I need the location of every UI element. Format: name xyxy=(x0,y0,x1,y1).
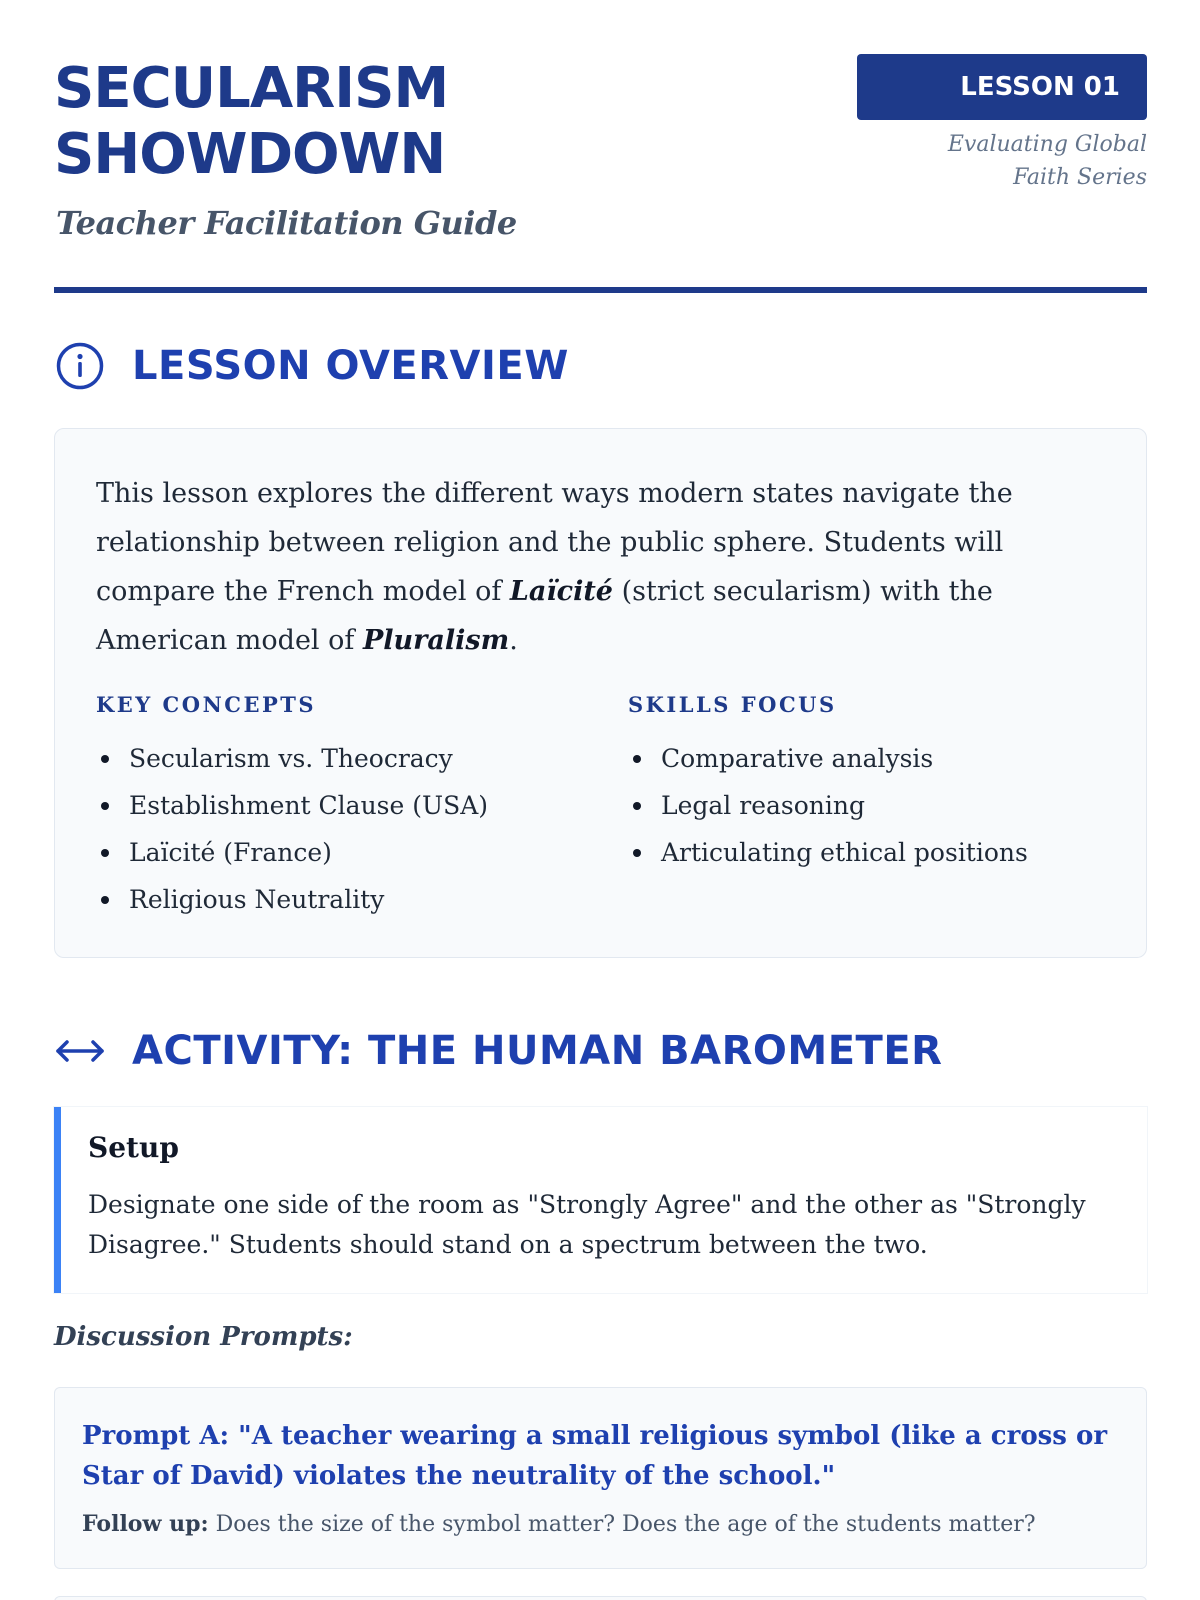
overview-card xyxy=(54,428,1147,958)
list-item: Establishment Clause (USA) xyxy=(96,782,488,829)
page-header xyxy=(54,0,1147,296)
overview-heading xyxy=(54,340,569,392)
list-item: Comparative analysis xyxy=(628,735,1028,782)
overview-text-part-2: (strict secularism) with the American model of xyxy=(96,576,993,656)
term-laicite: Laïcité xyxy=(509,576,613,607)
header-divider xyxy=(54,287,1147,293)
title-line-2: SHOWDOWN xyxy=(54,122,446,187)
left-right-arrow-icon xyxy=(54,1025,106,1077)
page-title xyxy=(54,56,614,188)
list-item: Laïcité (France) xyxy=(96,829,488,876)
list-item: Religious Neutrality xyxy=(96,876,488,923)
overview-heading-text: LESSON OVERVIEW xyxy=(132,343,569,389)
discussion-prompts-label: Discussion Prompts: xyxy=(54,1322,353,1352)
setup-callout xyxy=(54,1107,1147,1293)
term-pluralism: Pluralism xyxy=(362,625,510,656)
page-subtitle: Teacher Facilitation Guide xyxy=(56,204,517,242)
prompt-card xyxy=(54,1387,1147,1569)
overview-text-part-1: This lesson explores the different ways modern states navigate the relationship between religion and the public sphere. Students will compare the French model of xyxy=(96,478,1013,607)
skills-focus-column xyxy=(628,692,1028,876)
follow-up xyxy=(82,1511,1036,1537)
overview-text-part-3: . xyxy=(509,625,518,656)
setup-text: Designate one side of the room as "Strongly Agree" and the other as "Strongly Disagree." Students should stand on a spectrum between the two. xyxy=(88,1190,1086,1259)
list-item: Secularism vs. Theocracy xyxy=(96,735,488,782)
overview-text xyxy=(96,469,1106,665)
series-label: Evaluating Global Faith Series xyxy=(947,132,1147,190)
setup-title: Setup xyxy=(88,1131,179,1164)
key-concepts-list xyxy=(96,735,488,923)
next-prompt-card xyxy=(54,1596,1147,1600)
skills-focus-list xyxy=(628,735,1028,876)
info-circle-icon xyxy=(54,340,106,392)
lesson-badge: LESSON 01 xyxy=(857,54,1147,120)
key-concepts-column xyxy=(96,692,488,923)
activity-heading xyxy=(54,1025,942,1077)
follow-up-text: Does the size of the symbol matter? Does the age of the students matter? xyxy=(208,1512,1036,1537)
list-item: Legal reasoning xyxy=(628,782,1028,829)
prompt-text: Prompt A: "A teacher wearing a small religious symbol (like a cross or Star of David) violates the neutrality of the school." xyxy=(82,1421,1108,1491)
lesson-guide-page xyxy=(54,0,1147,1537)
title-line-1: SECULARISM xyxy=(54,56,449,121)
activity-heading-text: ACTIVITY: THE HUMAN BAROMETER xyxy=(132,1028,943,1074)
skills-focus-heading: SKILLS FOCUS xyxy=(628,692,837,717)
key-concepts-heading: KEY CONCEPTS xyxy=(96,692,317,717)
list-item: Articulating ethical positions xyxy=(628,829,1028,876)
follow-up-label: Follow up: xyxy=(82,1511,209,1537)
